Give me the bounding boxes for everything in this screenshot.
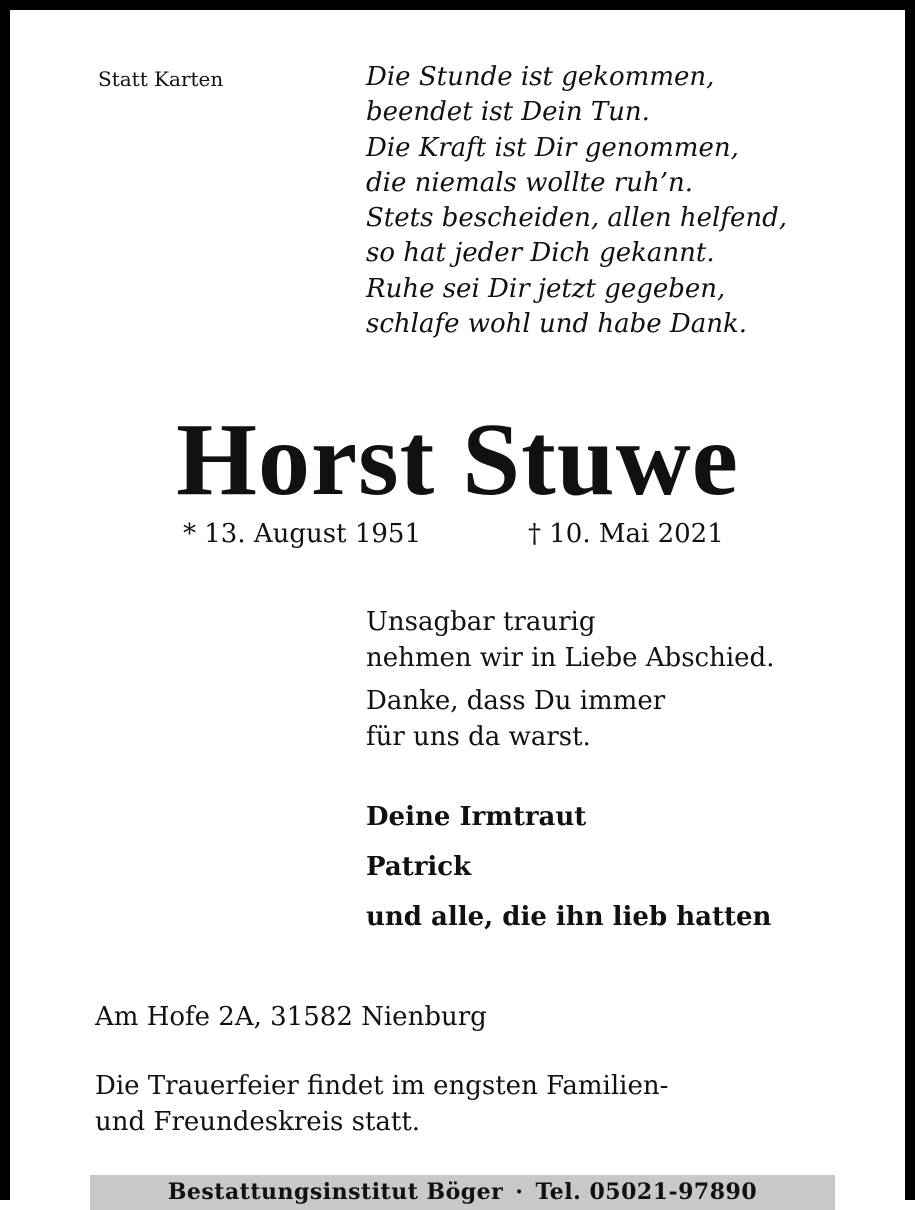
message-line: nehmen wir in Liebe Abschied. (366, 643, 775, 673)
mourner: Patrick (366, 852, 472, 882)
statt-karten-label: Statt Karten (98, 67, 224, 91)
poem-line: beendet ist Dein Tun. (366, 97, 650, 128)
farewell-message (366, 604, 774, 755)
deceased-name: Horst Stuwe (176, 402, 739, 517)
mourner: und alle, die ihn lieb hatten (366, 902, 772, 932)
birth-date: * 13. August 1951 (183, 519, 422, 549)
funeral-home-phone: Tel. 05021-97890 (535, 1179, 758, 1205)
poem-line: Die Kraft ist Dir genommen, (366, 132, 739, 163)
life-dates (183, 516, 724, 552)
ceremony-line: und Freundeskreis statt. (95, 1107, 421, 1137)
death-date: † 10. Mai 2021 (528, 519, 724, 549)
footer-separator: · (515, 1179, 524, 1205)
poem (366, 60, 787, 342)
family-address: Am Hofe 2A, 31582 Nienburg (95, 1002, 487, 1032)
poem-line: so hat jeder Dich gekannt. (366, 238, 715, 269)
message-line: Danke, dass Du immer (366, 686, 666, 716)
funeral-home-name: Bestattungsinstitut Böger (167, 1179, 504, 1205)
poem-line: Die Stunde ist gekommen, (366, 62, 715, 92)
mourner: Deine Irmtraut (366, 802, 587, 832)
poem-line: Ruhe sei Dir jetzt gegeben, (366, 273, 726, 304)
ceremony-note (95, 1068, 668, 1140)
poem-line: die niemals wollte ruh’n. (366, 167, 693, 198)
mourners-list (366, 792, 771, 942)
funeral-home-footer (90, 1175, 835, 1210)
poem-line: Stets bescheiden, allen helfend, (366, 203, 788, 234)
ceremony-line: Die Trauerfeier findet im engsten Familien- (95, 1071, 669, 1101)
poem-line: schlafe wohl und habe Dank. (366, 309, 748, 340)
message-line: für uns da warst. (366, 722, 591, 752)
message-line: Unsagbar traurig (366, 607, 596, 637)
